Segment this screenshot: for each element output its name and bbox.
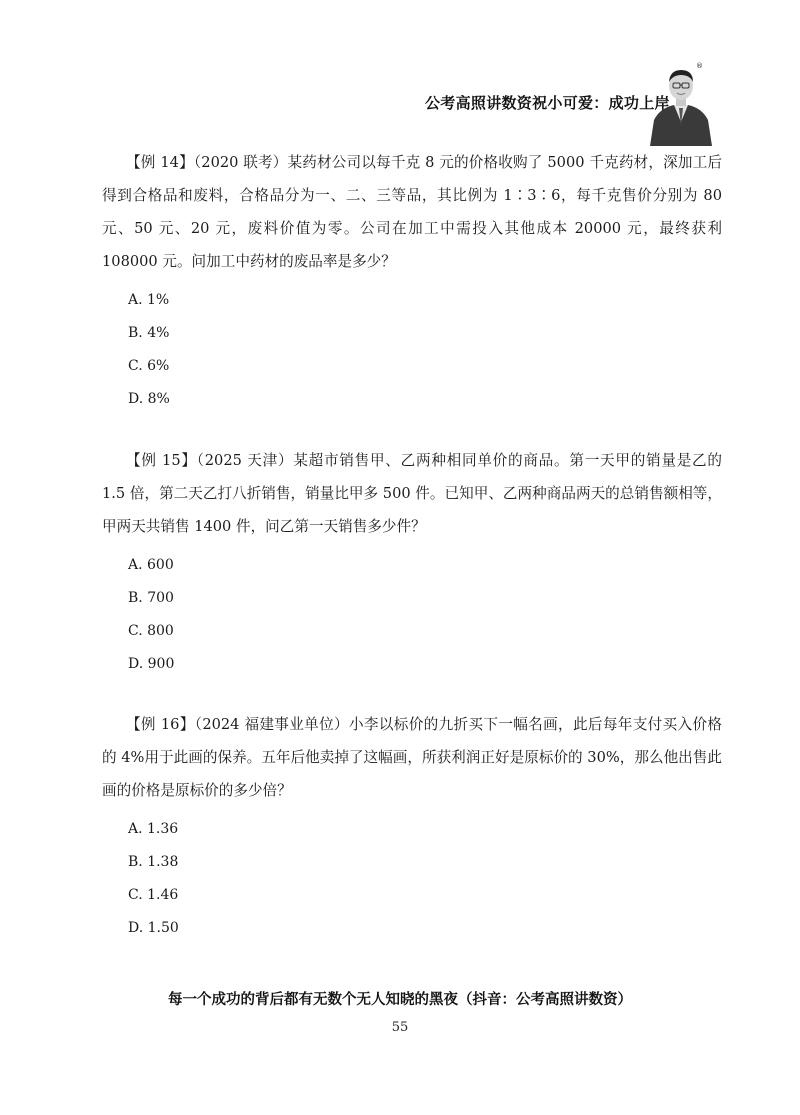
option-c: C. 6% (128, 358, 170, 374)
option-a: A. 1% (128, 292, 170, 308)
option-a: A. 1.36 (128, 821, 179, 837)
option-list (102, 813, 722, 945)
option-list (102, 549, 722, 681)
option-d: D. 8% (128, 391, 170, 407)
page-number: 55 (391, 1020, 409, 1035)
option-d: D. 900 (128, 656, 175, 672)
question-stem: 【例 15】（2025 天津）某超市销售甲、乙两种相同单价的商品。第一天甲的销量是乙的 1.5 倍，第二天乙打八折销售，销量比甲多 500 件。已知甲、乙两种商品两天的总销售额相等，甲两天共销售 1400 件，问乙第一天销售多少件？ (102, 452, 722, 535)
option-c: C. 1.46 (128, 887, 179, 903)
question-15 (102, 444, 722, 681)
registered-mark-icon: ® (696, 62, 703, 70)
question-stem: 【例 14】（2020 联考）某药材公司以每千克 8 元的价格收购了 5000 千克药材，深加工后得到合格品和废料，合格品分为一、二、三等品，其比例为 1∶3∶6，每千克售价分别为 80 元、50 元、20 元，废料价值为零。公司在加工中需投入其他成本 20000 元，最终获利 108000 元。问加工中药材的废品率是多少？ (102, 154, 722, 270)
option-a: A. 600 (128, 557, 174, 573)
question-16 (102, 708, 722, 945)
option-b: B. 700 (128, 590, 174, 606)
header-banner: 公考高照讲数资祝小可爱：成功上岸 (425, 94, 670, 112)
footer-slogan: 每一个成功的背后都有无数个无人知晓的黑夜（抖音：公考高照讲数资） (168, 992, 632, 1008)
option-b: B. 4% (128, 325, 170, 341)
question-stem: 【例 16】（2024 福建事业单位）小李以标价的九折买下一幅名画，此后每年支付买入价格的 4%用于此画的保养。五年后他卖掉了这幅画，所获利润正好是原标价的 30%，那么他出售此画的价格是原标价的多少倍？ (102, 716, 722, 799)
option-c: C. 800 (128, 623, 174, 639)
option-list (102, 284, 722, 416)
option-d: D. 1.50 (128, 920, 179, 936)
question-14 (102, 146, 722, 416)
option-b: B. 1.38 (128, 854, 179, 870)
